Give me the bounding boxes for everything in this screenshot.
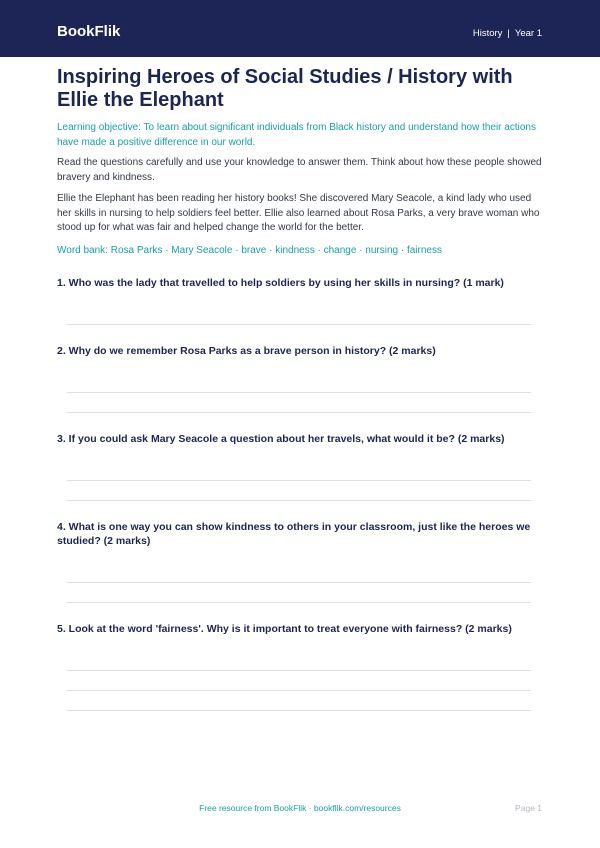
story-text: Ellie the Elephant has been reading her history books! She discovered Mary Seacole, a kind lady who used her skills in nursing to help soldiers feel better. Ellie also learned about Rosa Parks, a very brave woman who stood up for what was fair and helped change the world for the better. (57, 193, 540, 233)
question-3: 3. If you could ask Mary Seacole a question about her travels, what would it be? (2 marks) (57, 433, 505, 445)
question-1: 1. Who was the lady that travelled to help soldiers by using her skills in nursing? (1 mark) (57, 277, 504, 289)
answer-line[interactable] (67, 710, 531, 711)
breadcrumb-year: Year 1 (514, 28, 542, 39)
header-bar (0, 0, 600, 57)
answer-line[interactable] (67, 392, 531, 393)
word-bank: Word bank: Rosa Parks · Mary Seacole · brave · kindness · change · nursing · fairness (57, 245, 442, 256)
page-title: Inspiring Heroes of Social Studies / History with Ellie the Elephant (57, 66, 513, 111)
answer-line[interactable] (67, 480, 531, 481)
page-number: Page 1 (515, 803, 542, 813)
brand-logo: BookFlik (57, 23, 121, 40)
answer-line[interactable] (67, 602, 531, 603)
answer-line[interactable] (67, 670, 531, 671)
question-2: 2. Why do we remember Rosa Parks as a brave person in history? (2 marks) (57, 345, 436, 357)
answer-line[interactable] (67, 412, 531, 413)
answer-line[interactable] (67, 582, 531, 583)
answer-line[interactable] (67, 500, 531, 501)
instructions: Read the questions carefully and use your knowledge to answer them. Think about how these people showed bravery and kindness. (57, 157, 542, 183)
question-4: 4. What is one way you can show kindness to others in your classroom, just like the heroes we studied? (2 marks) (57, 521, 531, 547)
footer-resource-link[interactable]: Free resource from BookFlik · bookflik.com/resources (199, 803, 401, 813)
breadcrumb-subject: History (472, 28, 503, 39)
question-5: 5. Look at the word 'fairness'. Why is it important to treat everyone with fairness? (2 marks) (57, 623, 512, 635)
breadcrumb (473, 28, 542, 39)
breadcrumb-separator: | (507, 28, 510, 39)
answer-line[interactable] (67, 690, 531, 691)
answer-line[interactable] (67, 324, 531, 325)
learning-objective: Learning objective: To learn about significant individuals from Black history and understand how their actions have made a positive difference in our world. (57, 122, 536, 148)
